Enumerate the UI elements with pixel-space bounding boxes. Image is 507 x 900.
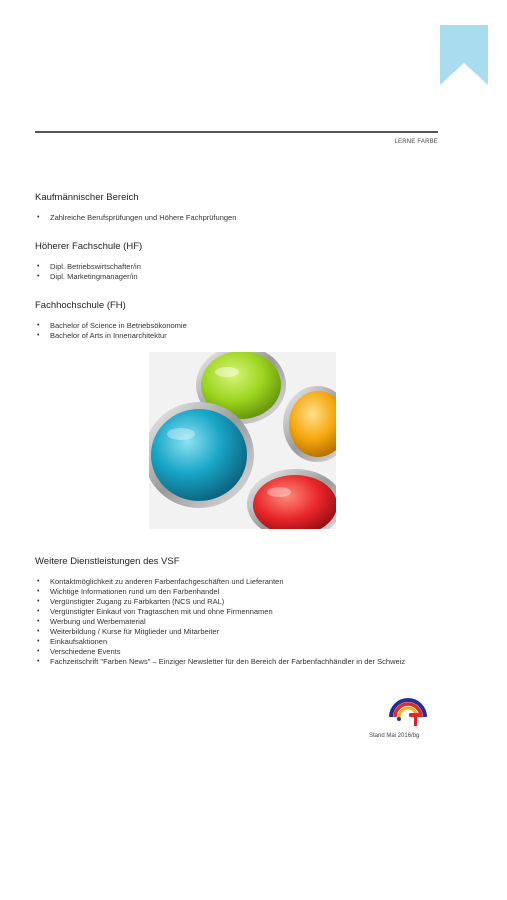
section-hf [35,241,435,282]
section-title: Weitere Dienstleistungen des VSF [35,556,180,567]
list-item: • Einkaufsaktionen [50,637,435,647]
bookmark-icon[interactable] [440,25,488,85]
section-title: Kaufmännischer Bereich [35,192,139,203]
section-fh [35,300,435,341]
stand-date: Stand Mai 2016/bg [369,733,420,739]
section-title: Fachhochschule (FH) [35,300,126,311]
list-item: • Zahlreiche Berufsprüfungen und Höhere Fachprüfungen [50,213,435,223]
section-title: Höherer Fachschule (HF) [35,241,143,252]
list-item: • Verschiedene Events [50,647,435,657]
bullet-list [35,213,435,223]
list-item: • Vergünstigter Zugang zu Farbkarten (NCS und RAL) [50,597,435,607]
list-item: • Bachelor of Arts in Innenarchitektur [50,331,435,341]
bullet-list [35,577,435,667]
list-item: • Wichtige Informationen rund um den Farbenhandel [50,587,435,597]
list-item: • Kontaktmöglichkeit zu anderen Farbenfachgeschäften und Lieferanten [50,577,435,587]
header-brand-label: LERNE FARBE [394,139,438,145]
list-item: • Dipl. Betriebswirtschafter/in [50,262,435,272]
list-item: • Werbung und Werbematerial [50,617,435,627]
vsf-rainbow-logo-icon [389,693,427,727]
bullet-list [35,262,435,282]
list-item: • Weiterbildung / Kurse für Mitglieder und Mitarbeiter [50,627,435,637]
header-rule [35,131,438,133]
section-kaufmaennisch [35,192,435,223]
list-item: • Fachzeitschrift "Farben News" – Einziger Newsletter für den Bereich der Farbenfachhändler in der Schweiz [50,657,435,667]
paint-cans-image [149,352,336,529]
bullet-list [35,321,435,341]
list-item: • Vergünstigter Einkauf von Tragtaschen mit und ohne Firmennamen [50,607,435,617]
list-item: • Bachelor of Science in Betriebsökonomie [50,321,435,331]
section-dienstleistungen [35,556,435,667]
list-item: • Dipl. Marketingmanager/in [50,272,435,282]
